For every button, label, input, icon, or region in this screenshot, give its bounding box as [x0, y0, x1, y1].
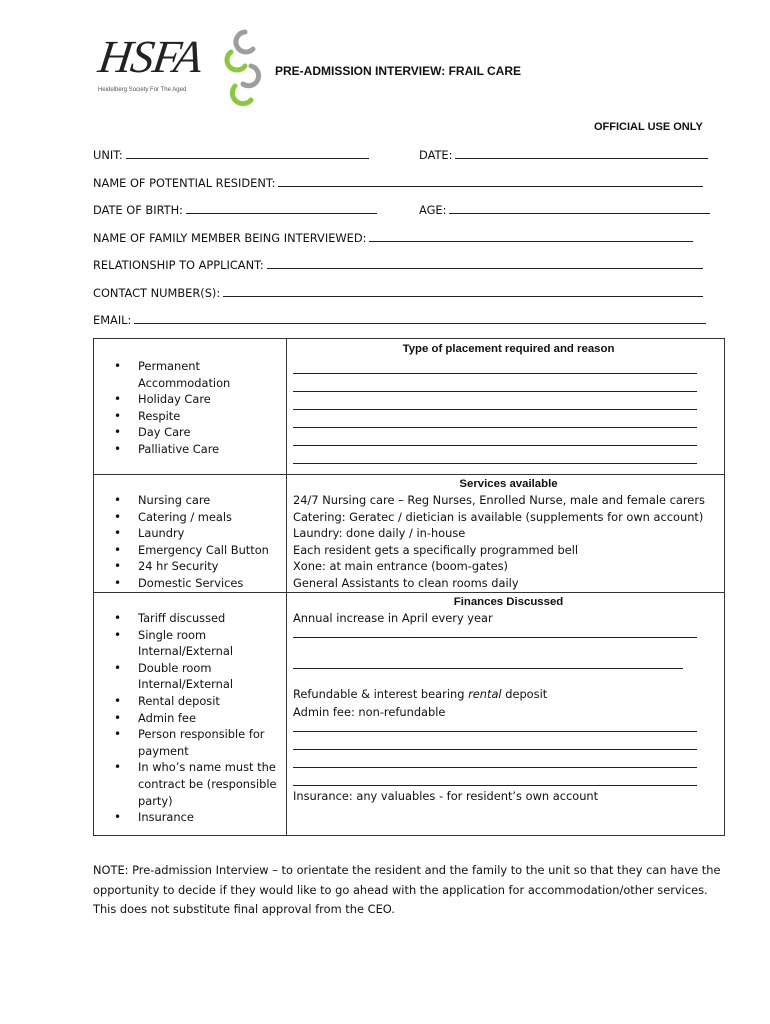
dob-label: DATE OF BIRTH: — [93, 203, 184, 217]
date-field[interactable] — [419, 148, 708, 162]
finance-option[interactable]: • Tariff discussed — [138, 610, 278, 627]
finances-row — [94, 593, 725, 836]
relationship-line[interactable] — [267, 258, 703, 269]
unit-line[interactable] — [126, 148, 369, 159]
resident-name-field[interactable] — [93, 176, 703, 190]
service-info-line: Xone: at main entrance (boom-gates) — [293, 559, 508, 573]
placement-reason-line[interactable] — [293, 428, 697, 446]
services-row — [94, 475, 725, 593]
finance-option[interactable]: • In who’s name must the contract be (responsible party) — [138, 759, 278, 809]
service-option[interactable]: • Laundry — [138, 525, 278, 542]
finance-line[interactable] — [293, 721, 697, 732]
refundable-italic: rental — [468, 686, 502, 701]
placement-option[interactable]: • Palliative Care — [138, 441, 278, 458]
services-heading: Services available — [459, 478, 558, 490]
placement-reason-line[interactable] — [293, 392, 697, 410]
resident-name-label: NAME OF POTENTIAL RESIDENT: — [93, 176, 276, 190]
refundable-deposit-text — [293, 686, 724, 703]
finance-line[interactable] — [293, 768, 697, 786]
finance-line[interactable] — [293, 732, 697, 750]
finance-option[interactable]: • Rental deposit — [138, 693, 278, 710]
finances-options-cell — [94, 593, 287, 836]
services-options-cell — [94, 475, 287, 593]
finance-option[interactable]: • Person responsible for payment — [138, 726, 278, 759]
family-member-field[interactable] — [93, 231, 693, 245]
email-field[interactable] — [93, 313, 706, 327]
placement-reason-cell — [287, 339, 725, 475]
dob-line[interactable] — [186, 203, 377, 214]
service-info-line: Each resident gets a specifically programmed bell — [293, 542, 579, 557]
logo-ring-1 — [236, 32, 253, 52]
interview-table — [93, 338, 725, 836]
dob-field[interactable] — [93, 203, 377, 217]
family-member-line[interactable] — [369, 231, 693, 242]
service-option[interactable]: • Emergency Call Button — [138, 542, 278, 559]
family-member-label: NAME OF FAMILY MEMBER BEING INTERVIEWED: — [93, 231, 367, 245]
annual-increase-text: Annual increase in April every year — [293, 611, 493, 625]
relationship-label: RELATIONSHIP TO APPLICANT: — [93, 258, 264, 272]
age-field[interactable] — [419, 203, 710, 217]
placement-options-cell — [94, 339, 287, 475]
finance-option[interactable]: • Single room Internal/External — [138, 627, 278, 660]
finance-line[interactable] — [293, 627, 697, 638]
relationship-field[interactable] — [93, 258, 703, 272]
hsfa-logo — [95, 28, 265, 110]
placement-reason-line[interactable] — [293, 374, 697, 392]
placement-option[interactable]: • Respite — [138, 408, 278, 425]
form-title: PRE-ADMISSION INTERVIEW: FRAIL CARE — [275, 64, 522, 78]
date-line[interactable] — [455, 148, 708, 159]
finances-heading: Finances Discussed — [453, 596, 564, 608]
placement-reason-line[interactable] — [293, 357, 697, 374]
finance-option[interactable]: • Insurance — [138, 809, 278, 826]
logo-rings-icon — [217, 28, 265, 110]
service-info-line: Laundry: done daily / in-house — [293, 526, 466, 540]
finance-option[interactable]: • Double room Internal/External — [138, 660, 278, 693]
date-label: DATE: — [419, 148, 453, 162]
services-options-list — [94, 492, 286, 592]
service-option[interactable]: • Domestic Services — [138, 575, 278, 592]
placement-reason-line[interactable] — [293, 410, 697, 428]
email-line[interactable] — [134, 313, 706, 324]
note-text: NOTE: Pre-admission Interview – to orientate the resident and the family to the unit so that they can have the opportunity to decide if they would like to go ahead with the application for accommodation/other services. This does not substitute final approval from the CEO. — [93, 863, 721, 916]
age-label: AGE: — [419, 203, 447, 217]
official-use-label: OFFICIAL USE ONLY — [594, 121, 703, 133]
service-info-line: Catering: Geratec / dietician is available (supplements for own account) — [293, 509, 704, 524]
service-info-line: 24/7 Nursing care – Reg Nurses, Enrolled Nurse, male and female carers — [293, 493, 705, 507]
logo-ring-2 — [227, 52, 245, 70]
finances-options-list — [94, 610, 286, 826]
age-line[interactable] — [449, 203, 710, 214]
finance-line[interactable] — [293, 750, 697, 768]
service-info-line: General Assistants to clean rooms daily — [293, 575, 519, 590]
email-label: EMAIL: — [93, 313, 132, 327]
placement-row — [94, 339, 725, 475]
contact-field[interactable] — [93, 286, 703, 300]
placement-option[interactable]: • Day Care — [138, 424, 278, 441]
unit-field[interactable] — [93, 148, 369, 162]
contact-label: CONTACT NUMBER(S): — [93, 286, 221, 300]
finance-option[interactable]: • Admin fee — [138, 710, 278, 727]
refundable-suffix: deposit — [501, 686, 548, 701]
logo-subtitle: Heidelberg Society For The Aged — [98, 87, 187, 93]
insurance-text: Insurance: any valuables - for resident’s own account — [293, 788, 599, 803]
service-option[interactable]: • 24 hr Security — [138, 558, 278, 575]
refundable-prefix: Refundable & interest bearing — [293, 686, 469, 701]
finances-info-cell — [287, 593, 725, 836]
finance-line[interactable] — [293, 638, 683, 669]
placement-heading: Type of placement required and reason — [402, 343, 615, 355]
unit-label: UNIT: — [93, 148, 123, 162]
contact-line[interactable] — [223, 286, 703, 297]
placement-option[interactable]: • Holiday Care — [138, 391, 278, 408]
placement-reason-line[interactable] — [293, 446, 697, 464]
placement-options-list — [94, 358, 286, 458]
placement-option[interactable]: • Permanent Accommodation — [138, 358, 278, 391]
service-option[interactable]: • Catering / meals — [138, 509, 278, 526]
service-option[interactable]: • Nursing care — [138, 492, 278, 509]
logo-ring-4 — [232, 86, 251, 104]
services-info-cell — [287, 475, 725, 593]
admin-fee-text: Admin fee: non-refundable — [293, 705, 446, 719]
logo-text: HSFA — [95, 31, 206, 82]
resident-name-line[interactable] — [278, 176, 703, 187]
